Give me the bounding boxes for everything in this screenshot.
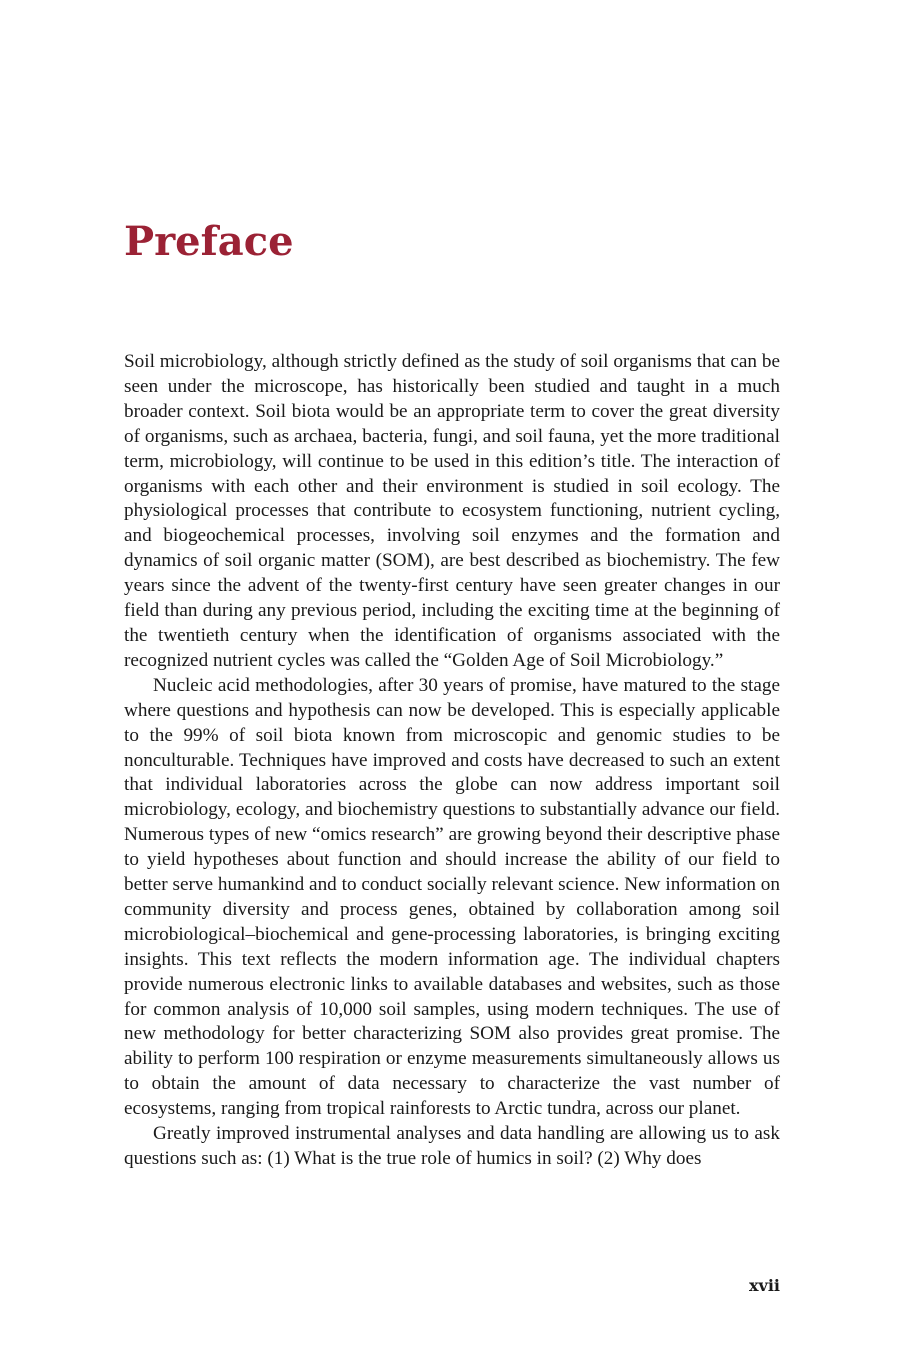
paragraph: Soil microbiology, although strictly defined as the study of soil organisms that can be seen under the microscope, has historically been studied and taught in a much broader context. Soil biota would be an appropriate term to cover the great diversity of organisms, such as archaea, bacteria, fungi, and soil fauna, yet the more traditional term, microbiology, will continue to be used in this edition’s title. The interaction of organisms with each other and their environment is studied in soil ecology. The physiological processes that contribute to ecosystem functioning, nutrient cycling, and biogeochemical processes, involving soil enzymes and the formation and dynamics of soil organic matter (SOM), are best described as biochemistry. The few years since the advent of the twenty-first century have seen greater changes in our field than during any previous period, including the exciting time at the beginning of the twentieth century when the identification of organisms associated with the recognized nutrient cycles was called the “Golden Age of Soil Microbiology.” [124,351,780,671]
paragraph: Nucleic acid methodologies, after 30 years of promise, have matured to the stage where questions and hypothesis can now be developed. This is especially applicable to the 99% of soil biota known from microscopic and genomic studies to be nonculturable. Techniques have improved and costs have decreased to such an extent that individual laboratories across the globe can now address important soil microbiology, ecology, and biochemistry questions to substantially advance our field. Numerous types of new “omics research” are growing beyond their descriptive phase to yield hypotheses about function and should increase the ability of our field to better serve humankind and to conduct socially relevant science. New information on community diversity and process genes, obtained by collaboration among soil microbiological–biochemical and gene-processing laboratories, is bringing exciting insights. This text reflects the modern information age. The individual chapters provide numerous electronic links to available databases and websites, such as those for common analysis of 10,000 soil samples, using modern techniques. The use of new methodology for better characterizing SOM also provides great promise. The ability to perform 100 respiration or enzyme measurements simultaneously allows us to obtain the amount of data necessary to characterize the vast number of ecosystems, ranging from tropical rainforests to Arctic tundra, across our planet. [124,674,780,1120]
preface-body [124,350,780,1172]
page-number: xvii [749,1276,780,1295]
page-title: Preface [124,218,294,265]
paragraph: Greatly improved instrumental analyses and data handling are allowing us to ask questions such as: (1) What is the true role of humics in soil? (2) Why does [124,1123,780,1169]
